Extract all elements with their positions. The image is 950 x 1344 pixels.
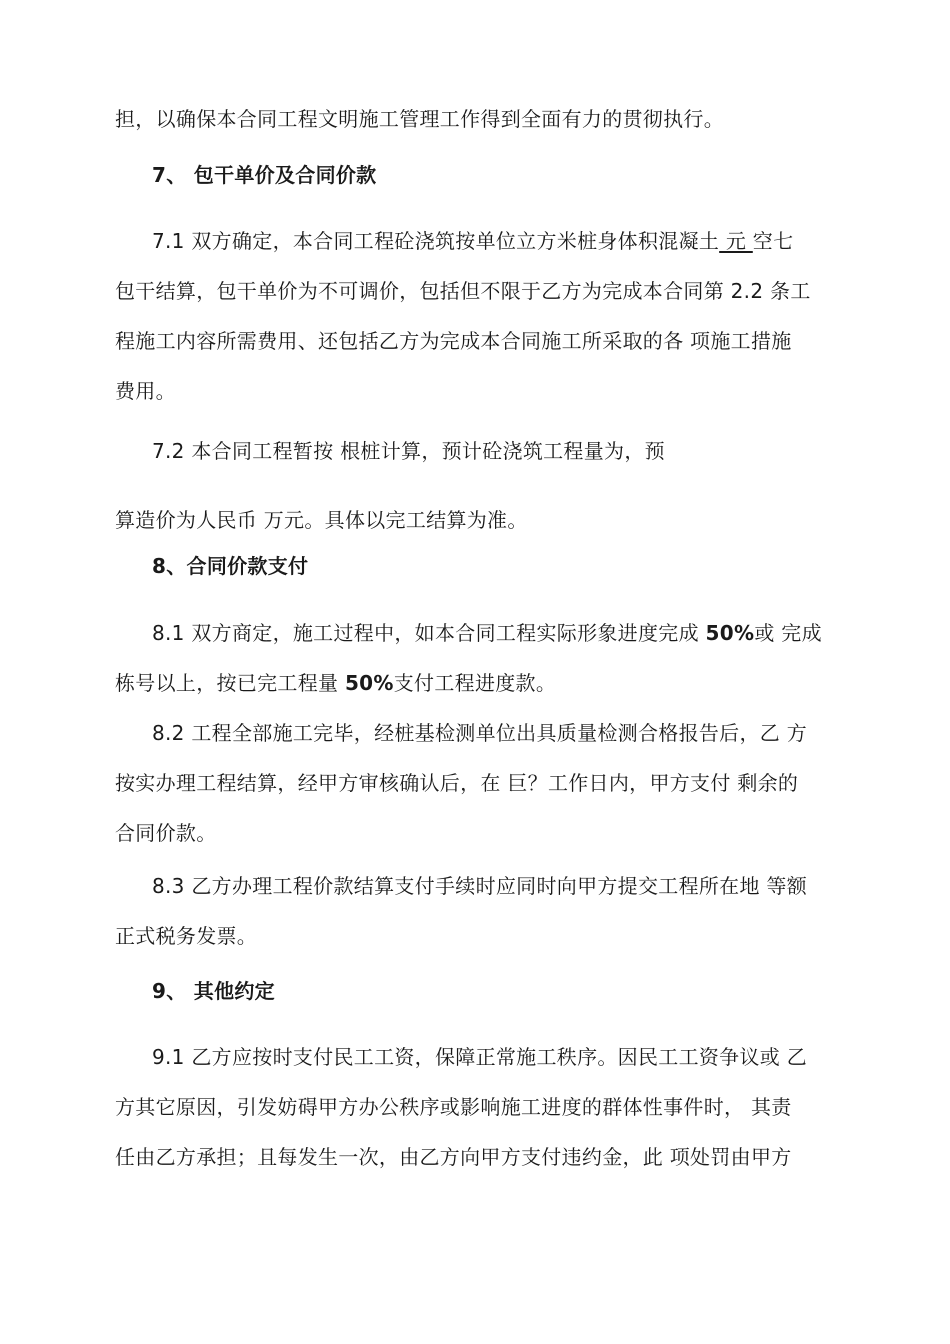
section-heading-7: 7、 包干单价及合同价款 — [152, 163, 377, 187]
text-run: 支付工程进度款。 — [393, 671, 557, 695]
paragraph-7-1-line-4: 费用。 — [115, 379, 176, 403]
paragraph-8-3-line-2: 正式税务发票。 — [115, 924, 258, 948]
paragraph-9-1-line-2: 方其它原因，引发妨碍甲方办公秩序或影响施工进度的群体性事件时， 其责 — [115, 1095, 792, 1119]
paragraph-8-3-line-1: 8.3 乙方办理工程价款结算支付手续时应同时向甲方提交工程所在地 等额 — [152, 874, 808, 898]
paragraph-8-1-line-2 — [115, 670, 556, 696]
text-run: 8.1 双方商定，施工过程中，如本合同工程实际形象进度完成 — [152, 621, 706, 645]
paragraph-7-2-line-1: 7.2 本合同工程暂按 根桩计算，预计砼浇筑工程量为，预 — [152, 439, 665, 463]
paragraph-7-2-line-2: 算造价为人民币 万元。具体以完工结算为准。 — [115, 508, 528, 532]
paragraph-8-2-line-1: 8.2 工程全部施工完毕，经桩基检测单位出具质量检测合格报告后，乙 方 — [152, 721, 808, 745]
text-run: 空七 — [752, 229, 794, 253]
section-heading-9: 9、 其他约定 — [152, 979, 275, 1003]
paragraph-7-1-line-3: 程施工内容所需费用、还包括乙方为完成本合同施工所采取的各 项施工措施 — [115, 329, 792, 353]
paragraph-9-1-line-1: 9.1 乙方应按时支付民工工资，保障正常施工秩序。因民工工资争议或 乙 — [152, 1045, 808, 1069]
paragraph-line: 担，以确保本合同工程文明施工管理工作得到全面有力的贯彻执行。 — [115, 107, 724, 131]
underlined-blank: 元 — [719, 229, 753, 253]
section-heading-8: 8、合同价款支付 — [152, 554, 309, 578]
paragraph-8-1-line-1 — [152, 620, 822, 646]
paragraph-9-1-line-3: 任由乙方承担；且每发生一次，由乙方向甲方支付违约金，此 项处罚由甲方 — [115, 1145, 792, 1169]
text-run: 或 完成 — [754, 621, 822, 645]
text-run: 栋号以上，按已完工程量 — [115, 671, 345, 695]
paragraph-7-1-line-1 — [152, 228, 793, 254]
paragraph-8-2-line-2: 按实办理工程结算，经甲方审核确认后，在 巨？工作日内，甲方支付 剩余的 — [115, 771, 799, 795]
paragraph-7-1-line-2: 包干结算，包干单价为不可调价，包括但不限于乙方为完成本合同第 2.2 条工 — [115, 279, 811, 303]
percent-value: 50% — [705, 621, 755, 645]
percent-value: 50% — [344, 671, 394, 695]
paragraph-8-2-line-3: 合同价款。 — [115, 821, 217, 845]
text-run: 7.1 双方确定，本合同工程砼浇筑按单位立方米桩身体积混凝土 — [152, 229, 720, 253]
